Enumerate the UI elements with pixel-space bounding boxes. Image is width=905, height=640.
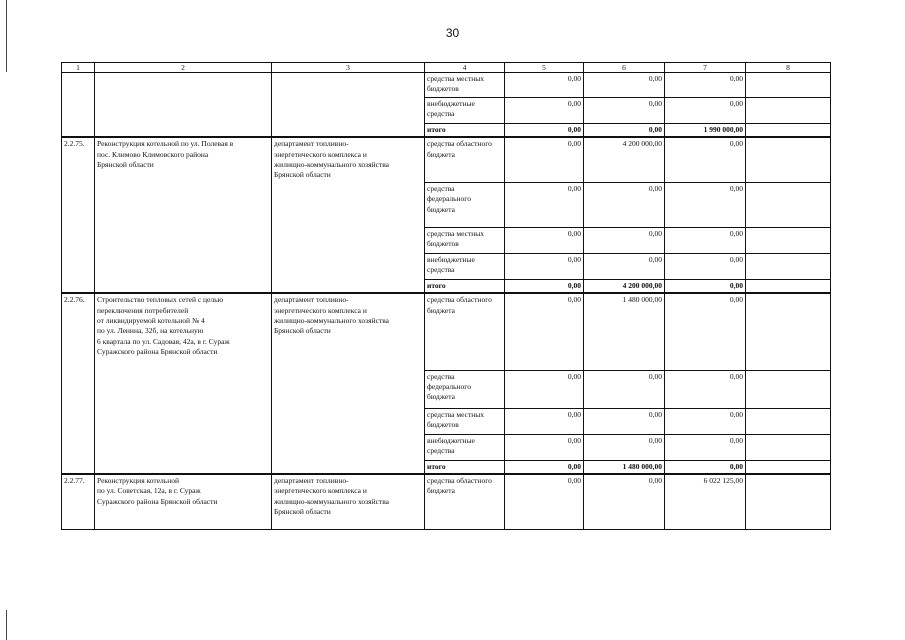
executor	[272, 474, 425, 529]
funding-source	[425, 137, 505, 182]
funding-source-line: бюджета	[427, 204, 455, 214]
amount-col-5: 0,00	[505, 73, 584, 98]
measure-name-line: пос. Климово Климовского района	[97, 149, 209, 159]
amount-col-5: 0,00	[505, 279, 584, 293]
amount-col-7: 6 022 125,00	[665, 474, 746, 529]
measure-name	[95, 73, 272, 138]
funding-source-line: средства	[427, 183, 455, 193]
executor-line: жилищно-коммунального хозяйства	[274, 160, 389, 170]
amount-col-7: 0,00	[665, 98, 746, 124]
amount-col-6: 0,00	[584, 182, 665, 227]
amount-col-6: 0,00	[584, 370, 665, 408]
amount-col-7: 0,00	[665, 434, 746, 460]
executor-line: энергетического комплекса и	[274, 149, 367, 159]
funding-source-line: средства областного	[427, 295, 492, 305]
executor-line: департамент топливно-	[274, 139, 349, 149]
amount-col-6: 0,00	[584, 73, 665, 98]
funding-source-line: бюджетов	[427, 239, 459, 249]
funding-source	[425, 460, 505, 474]
column-number: 6	[584, 63, 665, 73]
note-col-8	[746, 182, 831, 227]
funding-source-line: внебюджетные	[427, 99, 475, 108]
measure-name-line: Реконструкция котельной по ул. Полевая в	[97, 139, 234, 149]
funding-source-line: средства областного	[427, 476, 492, 486]
funding-row	[62, 293, 831, 370]
amount-col-7: 0,00	[665, 408, 746, 434]
amount-col-5: 0,00	[505, 434, 584, 460]
amount-col-7: 0,00	[665, 293, 746, 370]
amount-col-5: 0,00	[505, 460, 584, 474]
amount-col-5: 0,00	[505, 98, 584, 124]
note-col-8	[746, 73, 831, 98]
measure-name	[95, 137, 272, 293]
executor-line: энергетического комплекса и	[274, 305, 367, 315]
amount-col-7: 0,00	[665, 137, 746, 182]
funding-source	[425, 370, 505, 408]
funding-source-line: средства областного	[427, 139, 492, 149]
amount-col-7: 0,00	[665, 279, 746, 293]
note-col-8	[746, 98, 831, 124]
amount-col-6: 0,00	[584, 408, 665, 434]
column-number: 7	[665, 63, 746, 73]
funding-source	[425, 182, 505, 227]
executor-line: жилищно-коммунального хозяйства	[274, 496, 389, 506]
funding-source-line: средства местных	[427, 74, 485, 83]
note-col-8	[746, 460, 831, 474]
funding-source	[425, 253, 505, 279]
executor	[272, 137, 425, 293]
funding-row	[62, 73, 831, 98]
funding-source	[425, 474, 505, 529]
amount-col-7: 0,00	[665, 370, 746, 408]
funding-source	[425, 408, 505, 434]
funding-source-line: средства	[427, 265, 455, 275]
column-number: 3	[272, 63, 425, 73]
amount-col-6: 0,00	[584, 98, 665, 124]
amount-col-7: 1 990 000,00	[665, 124, 746, 138]
note-col-8	[746, 408, 831, 434]
amount-col-6: 0,00	[584, 434, 665, 460]
funding-source-line: средства местных	[427, 228, 485, 238]
amount-col-5: 0,00	[505, 137, 584, 182]
funding-source	[425, 227, 505, 253]
executor-line: Брянской области	[274, 170, 331, 180]
funding-source-line: средства	[427, 109, 455, 119]
measure-name-line: Брянской области	[97, 160, 154, 170]
note-col-8	[746, 253, 831, 279]
amount-col-6: 0,00	[584, 227, 665, 253]
funding-source	[425, 293, 505, 370]
scan-edge-mark-top	[6, 0, 7, 72]
funding-source-line: бюджета	[427, 149, 455, 159]
financing-table	[61, 62, 831, 530]
amount-col-6: 1 480 000,00	[584, 460, 665, 474]
funding-source-line: итого	[427, 280, 446, 290]
item-number: 2.2.77.	[62, 474, 95, 529]
executor-line: Брянской области	[274, 326, 331, 336]
funding-row	[62, 474, 831, 529]
amount-col-6: 1 480 000,00	[584, 293, 665, 370]
measure-name-line: Строительство тепловых сетей с целью	[97, 295, 224, 305]
funding-source	[425, 434, 505, 460]
amount-col-5: 0,00	[505, 253, 584, 279]
funding-source-line: бюджетов	[427, 420, 459, 430]
executor-line: департамент топливно-	[274, 295, 349, 305]
measure-name-line: Суражского района Брянской области	[97, 346, 218, 356]
measure-name-line: переключения потребителей	[97, 305, 189, 315]
amount-col-5: 0,00	[505, 408, 584, 434]
amount-col-6: 0,00	[584, 253, 665, 279]
amount-col-5: 0,00	[505, 293, 584, 370]
column-number: 8	[746, 63, 831, 73]
table-body	[62, 73, 831, 530]
measure-name-line: по ул. Советская, 12а, в г. Сураж	[97, 486, 201, 496]
funding-source-line: федерального	[427, 194, 471, 204]
note-col-8	[746, 279, 831, 293]
funding-row	[62, 137, 831, 182]
item-number: 2.2.75.	[62, 137, 95, 293]
executor	[272, 293, 425, 474]
executor-line: департамент топливно-	[274, 476, 349, 486]
measure-name	[95, 474, 272, 529]
measure-name-line: Реконструкция котельной	[97, 476, 179, 486]
funding-source-line: средства	[427, 371, 455, 381]
amount-col-7: 0,00	[665, 73, 746, 98]
measure-name-line: 6 квартала по ул. Садовая, 42а, в г. Сураж	[97, 336, 230, 346]
page-number: 30	[445, 26, 460, 40]
funding-source-line: бюджета	[427, 305, 455, 315]
funding-source	[425, 124, 505, 138]
amount-col-6: 4 200 000,00	[584, 137, 665, 182]
funding-source-line: средства местных	[427, 409, 485, 419]
amount-col-6: 4 200 000,00	[584, 279, 665, 293]
amount-col-6: 0,00	[584, 474, 665, 529]
note-col-8	[746, 434, 831, 460]
funding-source-line: бюджетов	[427, 84, 459, 94]
funding-source-line: итого	[427, 125, 446, 134]
measure-name	[95, 293, 272, 474]
note-col-8	[746, 227, 831, 253]
funding-source-line: итого	[427, 461, 446, 471]
amount-col-7: 0,00	[665, 460, 746, 474]
amount-col-5: 0,00	[505, 227, 584, 253]
item-number: 2.2.76.	[62, 293, 95, 474]
measure-name-line: Суражского района Брянской области	[97, 496, 218, 506]
executor-line: Брянской области	[274, 507, 331, 517]
measure-name-line: от ликвидируемой котельной № 4	[97, 315, 205, 325]
funding-source-line: бюджета	[427, 392, 455, 402]
amount-col-7: 0,00	[665, 182, 746, 227]
column-number: 2	[95, 63, 272, 73]
executor	[272, 73, 425, 138]
column-number-row	[62, 63, 831, 73]
amount-col-7: 0,00	[665, 253, 746, 279]
funding-source-line: федерального	[427, 382, 471, 392]
amount-col-7: 0,00	[665, 227, 746, 253]
column-number: 5	[505, 63, 584, 73]
note-col-8	[746, 474, 831, 529]
note-col-8	[746, 370, 831, 408]
column-number: 4	[425, 63, 505, 73]
funding-source	[425, 279, 505, 293]
funding-source-line: внебюджетные	[427, 435, 475, 445]
measure-name-line: по ул. Ленина, 32б, на котельную	[97, 326, 204, 336]
note-col-8	[746, 137, 831, 182]
amount-col-5: 0,00	[505, 124, 584, 138]
item-number	[62, 73, 95, 138]
scan-edge-mark-bottom	[6, 610, 7, 640]
funding-source-line: внебюджетные	[427, 254, 475, 264]
funding-source-line: средства	[427, 446, 455, 456]
executor-line: энергетического комплекса и	[274, 486, 367, 496]
funding-source	[425, 98, 505, 124]
funding-source	[425, 73, 505, 98]
funding-source-line: бюджета	[427, 486, 455, 496]
amount-col-6: 0,00	[584, 124, 665, 138]
amount-col-5: 0,00	[505, 370, 584, 408]
amount-col-5: 0,00	[505, 474, 584, 529]
column-number: 1	[62, 63, 95, 73]
executor-line: жилищно-коммунального хозяйства	[274, 315, 389, 325]
note-col-8	[746, 293, 831, 370]
amount-col-5: 0,00	[505, 182, 584, 227]
note-col-8	[746, 124, 831, 138]
